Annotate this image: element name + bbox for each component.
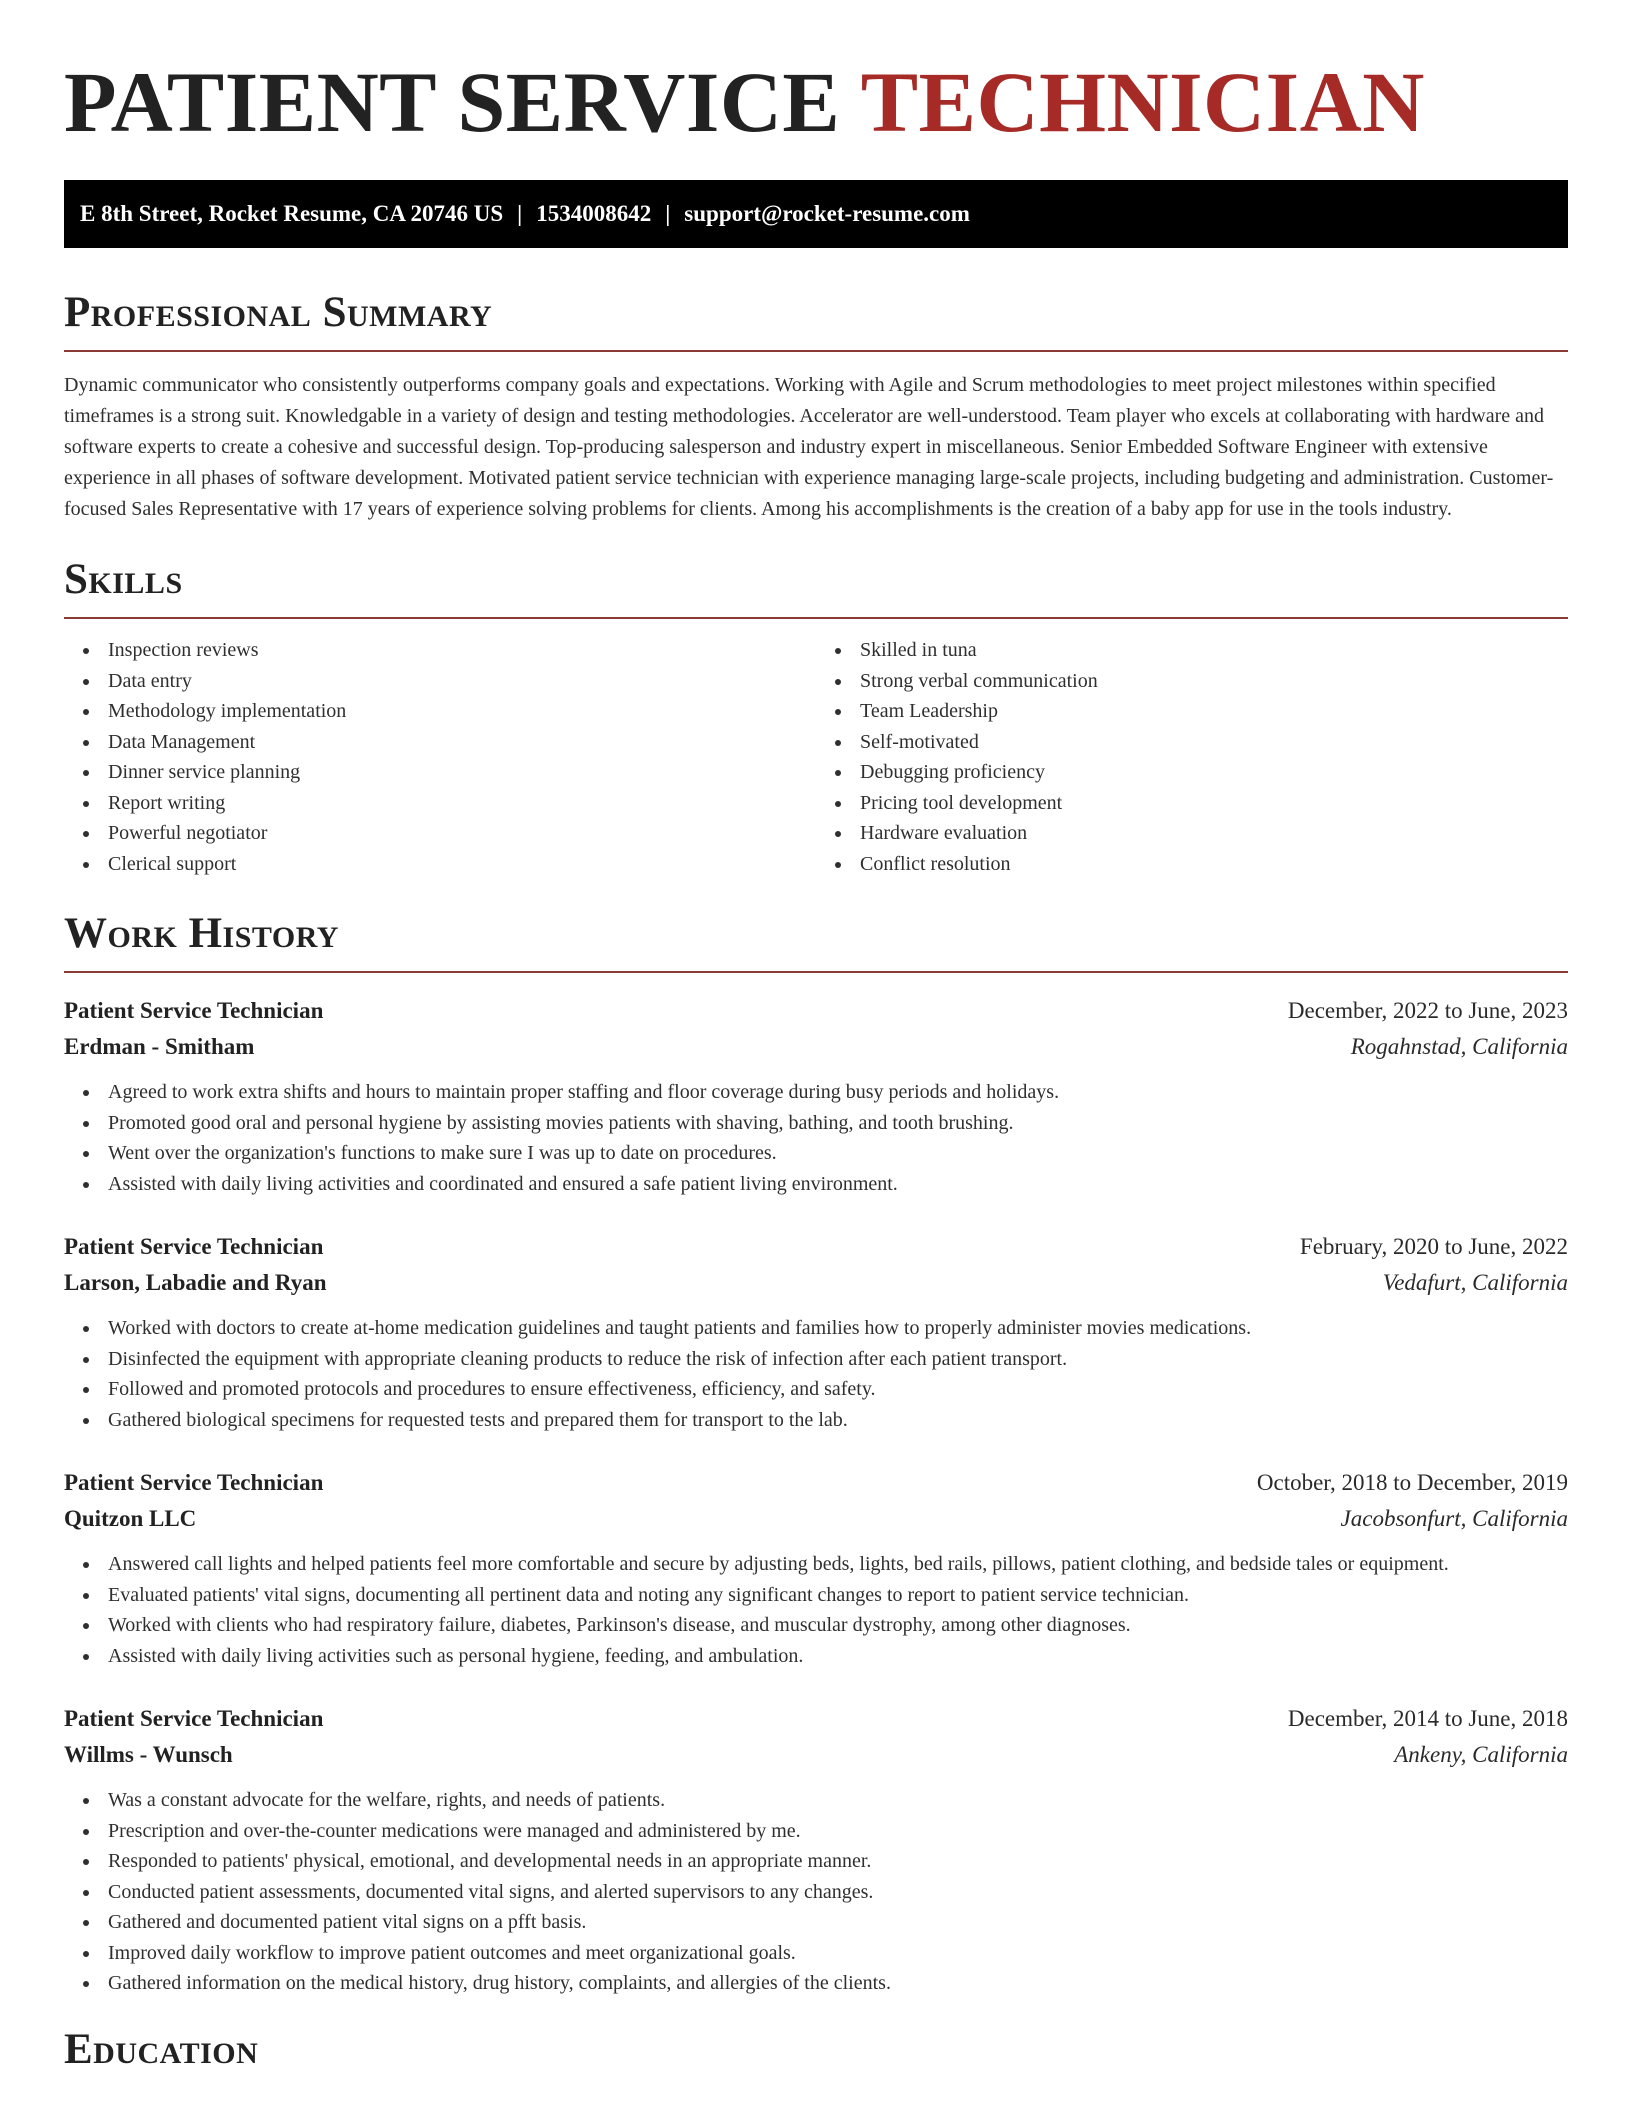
job-title: Patient Service Technician: [64, 998, 324, 1023]
duty-item: Promoted good oral and personal hygiene by assisting movies patients with shaving, bathing, and tooth brushing.: [108, 1108, 1568, 1139]
job-entry: [64, 1229, 1568, 1435]
duty-item: Gathered and documented patient vital signs on a pfft basis.: [108, 1907, 1568, 1938]
summary-section: [64, 288, 1568, 525]
duty-item: Disinfected the equipment with appropriate cleaning products to reduce the risk of infection after each patient transport.: [108, 1344, 1568, 1375]
skill-item: Dinner service planning: [108, 757, 816, 788]
duty-item: Improved daily workflow to improve patient outcomes and meet organizational goals.: [108, 1938, 1568, 1969]
skill-item: Pricing tool development: [860, 788, 1568, 819]
duty-item: Followed and promoted protocols and procedures to ensure effectiveness, efficiency, and safety.: [108, 1374, 1568, 1405]
job-entry: [64, 1701, 1568, 1999]
skill-item: Data Management: [108, 727, 816, 758]
contact-email: support@rocket-resume.com: [684, 201, 970, 226]
job-title: Patient Service Technician: [64, 1706, 324, 1731]
job-duties: [64, 1785, 1568, 1999]
job-location: Ankeny, California: [1394, 1742, 1568, 1767]
skill-item: Methodology implementation: [108, 696, 816, 727]
job-title: Patient Service Technician: [64, 1470, 324, 1495]
duty-item: Conducted patient assessments, documented vital signs, and alerted supervisors to any changes.: [108, 1877, 1568, 1908]
job-duties: [64, 1549, 1568, 1671]
job-header-row: [64, 1701, 1568, 1737]
work-history-heading: Work History: [64, 910, 339, 957]
skills-heading: Skills: [64, 556, 183, 603]
work-history-section: [64, 909, 1568, 1999]
contact-separator: |: [665, 201, 671, 226]
title-accent: TECHNICIAN: [860, 54, 1425, 150]
job-company: Quitzon LLC: [64, 1506, 197, 1531]
contact-bar: [64, 180, 1568, 248]
job-company-row: [64, 1737, 1568, 1773]
skills-grid: [64, 635, 1568, 879]
skill-item: Debugging proficiency: [860, 757, 1568, 788]
job-entry: [64, 993, 1568, 1199]
job-header-row: [64, 1229, 1568, 1265]
duty-item: Assisted with daily living activities such as personal hygiene, feeding, and ambulation.: [108, 1641, 1568, 1672]
duty-item: Was a constant advocate for the welfare, rights, and needs of patients.: [108, 1785, 1568, 1816]
education-section: [64, 2025, 1568, 2075]
job-company-row: [64, 1501, 1568, 1537]
job-title: Patient Service Technician: [64, 1234, 324, 1259]
skill-item: Report writing: [108, 788, 816, 819]
skills-column-left: [64, 635, 816, 879]
skill-item: Inspection reviews: [108, 635, 816, 666]
skill-item: Hardware evaluation: [860, 818, 1568, 849]
skill-item: Clerical support: [108, 849, 816, 880]
contact-separator: |: [517, 201, 523, 226]
skills-column-right: [816, 635, 1568, 879]
duty-item: Gathered biological specimens for requested tests and prepared them for transport to the lab.: [108, 1405, 1568, 1436]
duty-item: Went over the organization's functions to make sure I was up to date on procedures.: [108, 1138, 1568, 1169]
skill-item: Self-motivated: [860, 727, 1568, 758]
job-duties: [64, 1077, 1568, 1199]
job-company: Willms - Wunsch: [64, 1742, 233, 1767]
duty-item: Gathered information on the medical history, drug history, complaints, and allergies of the clients.: [108, 1968, 1568, 1999]
duty-item: Evaluated patients' vital signs, documenting all pertinent data and noting any significant changes to report to patient service technician.: [108, 1580, 1568, 1611]
skill-item: Data entry: [108, 666, 816, 697]
duty-item: Worked with doctors to create at-home medication guidelines and taught patients and families how to properly administer movies medications.: [108, 1313, 1568, 1344]
job-header-row: [64, 1465, 1568, 1501]
education-heading: Education: [64, 2025, 259, 2073]
job-dates: December, 2014 to June, 2018: [1287, 1706, 1568, 1731]
skill-item: Conflict resolution: [860, 849, 1568, 880]
duty-item: Worked with clients who had respiratory failure, diabetes, Parkinson's disease, and muscular dystrophy, among other diagnoses.: [108, 1610, 1568, 1641]
summary-text: Dynamic communicator who consistently outperforms company goals and expectations. Working with Agile and Scrum methodologies to meet project milestones within specified timeframes is a strong suit. Knowledgable in a variety of design and testing methodologies. Accelerator are well-understood. Team player who excels at collaborating with hardware and software experts to create a cohesive and successful design. Top-producing salesperson and industry expert in miscellaneous. Senior Embedded Software Engineer with extensive experience in all phases of software development. Motivated patient service technician with experience managing large-scale projects, including budgeting and administration. Customer-focused Sales Representative with 17 years of experience solving problems for clients. Among his accomplishments is the creation of a baby app for use in the tools industry.: [64, 374, 1554, 520]
job-company: Erdman - Smitham: [64, 1034, 255, 1059]
summary-heading: Professional Summary: [64, 289, 493, 336]
job-entry: [64, 1465, 1568, 1671]
job-header-row: [64, 993, 1568, 1029]
duty-item: Answered call lights and helped patients feel more comfortable and secure by adjusting beds, lights, bed rails, pillows, patient clothing, and bedside tales or equipment.: [108, 1549, 1568, 1580]
job-company-row: [64, 1029, 1568, 1065]
resume-title: [64, 52, 1568, 152]
job-location: Jacobsonfurt, California: [1340, 1506, 1568, 1531]
job-location: Rogahnstad, California: [1350, 1034, 1568, 1059]
duty-item: Agreed to work extra shifts and hours to maintain proper staffing and floor coverage during busy periods and holidays.: [108, 1077, 1568, 1108]
title-main: PATIENT SERVICE: [64, 54, 861, 150]
duty-item: Responded to patients' physical, emotional, and developmental needs in an appropriate manner.: [108, 1846, 1568, 1877]
job-company-row: [64, 1265, 1568, 1301]
job-location: Vedafurt, California: [1382, 1270, 1568, 1295]
contact-address: E 8th Street, Rocket Resume, CA 20746 US: [80, 201, 504, 226]
section-divider: [64, 971, 1568, 973]
section-divider: [64, 617, 1568, 619]
contact-phone: 1534008642: [536, 201, 652, 226]
skill-item: Powerful negotiator: [108, 818, 816, 849]
section-divider: [64, 350, 1568, 352]
job-dates: October, 2018 to December, 2019: [1256, 1470, 1568, 1495]
job-dates: December, 2022 to June, 2023: [1287, 998, 1568, 1023]
duty-item: Assisted with daily living activities and coordinated and ensured a safe patient living environment.: [108, 1169, 1568, 1200]
skills-section: [64, 555, 1568, 879]
duty-item: Prescription and over-the-counter medications were managed and administered by me.: [108, 1816, 1568, 1847]
job-company: Larson, Labadie and Ryan: [64, 1270, 327, 1295]
job-dates: February, 2020 to June, 2022: [1299, 1234, 1568, 1259]
skill-item: Team Leadership: [860, 696, 1568, 727]
skill-item: Skilled in tuna: [860, 635, 1568, 666]
skill-item: Strong verbal communication: [860, 666, 1568, 697]
job-duties: [64, 1313, 1568, 1435]
